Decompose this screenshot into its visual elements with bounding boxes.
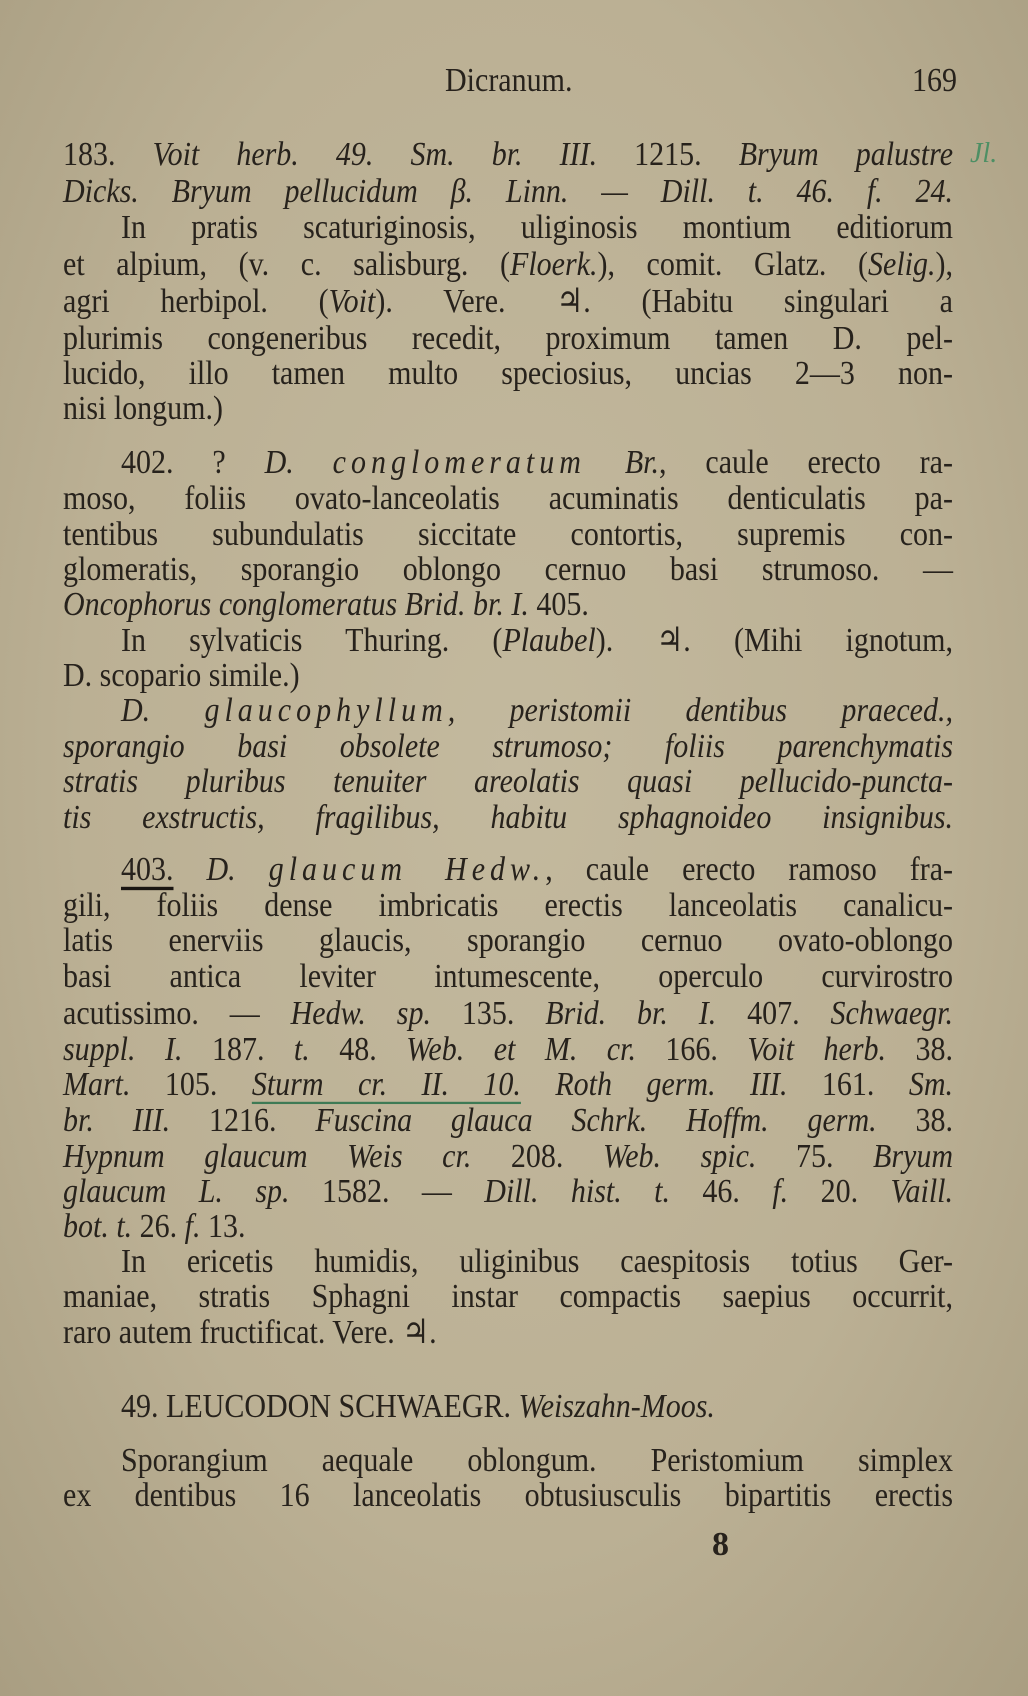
roman-text: 38. xyxy=(915,1101,953,1139)
roman-text: 1215. xyxy=(634,135,739,173)
roman-text: gili, foliis dense imbricatis erectis lanceolatis canalicu- xyxy=(63,886,953,924)
roman-text: ). Vere. ♃. (Habitu singulari a xyxy=(375,282,953,320)
italic-text: Bryum palustre xyxy=(738,135,954,173)
text-line xyxy=(63,1065,953,1105)
italic-text: t. xyxy=(293,1030,340,1068)
italic-text: Mart. xyxy=(63,1066,165,1104)
text-line xyxy=(63,1101,953,1141)
roman-text: 1216. xyxy=(209,1101,316,1139)
roman-text: basi antica leviter intumescente, operculo curvirostro xyxy=(63,957,953,995)
italic-text: glaucum L. sp. xyxy=(63,1173,322,1211)
text-line xyxy=(63,885,953,925)
roman-text: 161. xyxy=(821,1066,909,1104)
text-line xyxy=(63,798,953,838)
text-line xyxy=(63,389,953,429)
roman-text: plurimis congeneribus recedit, proximum tamen D. pel- xyxy=(63,319,953,357)
text-line xyxy=(121,443,953,483)
italic-text: Selig. xyxy=(868,246,936,283)
roman-text: nisi longum.) xyxy=(63,389,224,427)
italic-text: Web. spic. xyxy=(602,1137,796,1175)
roman-text: ), xyxy=(935,246,953,283)
italic-text: Roth germ. III. xyxy=(555,1066,822,1104)
roman-text: 26. xyxy=(139,1207,185,1245)
underlined-text: 403. xyxy=(121,850,174,888)
italic-text: D. xyxy=(206,850,269,888)
italic-text: Voit herb. 49. Sm. br. III. xyxy=(152,135,635,173)
roman-text: acutissimo. — xyxy=(63,994,291,1032)
italic-text: D. xyxy=(264,444,333,482)
roman-text: maniae, stratis Sphagni instar compactis saepius occurrit, xyxy=(63,1278,953,1316)
text-line xyxy=(63,282,953,322)
text-line xyxy=(63,318,953,358)
italic-text: Vaill. xyxy=(890,1173,954,1211)
italic-text: tis exstructis, fragilibus, habitu sphagnoideo insignibus. xyxy=(63,798,953,836)
roman-text: 166. xyxy=(665,1030,748,1068)
roman-text: 187. xyxy=(211,1030,294,1068)
genus-heading xyxy=(121,1386,953,1426)
italic-text: Web. et M. cr. xyxy=(406,1030,666,1068)
text-line xyxy=(63,1476,953,1516)
italic-text: sporangio basi obsolete strumoso; foliis parenchymatis xyxy=(63,727,953,765)
roman-text: 1582. — xyxy=(321,1173,485,1211)
roman-text: 183. xyxy=(63,135,153,173)
roman-text: glomeratis, sporangio oblongo cernuo basi strumoso. — xyxy=(63,551,953,589)
text-line xyxy=(121,1241,953,1281)
italic-text: Voit xyxy=(328,282,376,320)
roman-text: lucido, illo tamen multo speciosius, uncias 2—3 non- xyxy=(63,355,953,393)
roman-text: tentibus subundulatis siccitate contortis, supremis con- xyxy=(63,515,953,553)
roman-text: 49. LEUCODON SCHWAEGR. xyxy=(121,1387,519,1425)
text-line xyxy=(63,921,953,961)
text-line xyxy=(63,1136,953,1176)
italic-text: Oncophorus conglomeratus Brid. br. I. xyxy=(63,585,537,623)
roman-text: 38. xyxy=(915,1030,953,1068)
text-line xyxy=(63,135,953,175)
italic-text: Br. xyxy=(585,444,659,482)
text-line xyxy=(63,1029,953,1069)
roman-text: 402. ? xyxy=(121,444,265,482)
text-line xyxy=(63,1313,953,1353)
roman-text: In ericetis humidis, uliginibus caespitosis totius Ger- xyxy=(121,1242,953,1280)
roman-text: Sporangium aequale oblongum. Peristomium simplex xyxy=(121,1441,953,1479)
italic-text: Dicks. Bryum pellucidum β. Linn. — Dill. t. 46. f. 24. xyxy=(63,172,953,210)
roman-text: 75. xyxy=(795,1137,874,1175)
roman-text: 48. xyxy=(339,1030,407,1068)
roman-text: 405. xyxy=(536,585,589,623)
text-line xyxy=(63,762,953,802)
roman-text: raro autem fructificat. Vere. ♃. xyxy=(63,1313,437,1351)
italic-text: glaucum Hedw. xyxy=(268,850,546,888)
text-line xyxy=(63,479,953,519)
italic-text: Brid. br. I. xyxy=(545,994,748,1032)
italic-text: Sm. xyxy=(908,1066,954,1104)
text-line xyxy=(63,171,953,211)
roman-text: 13. xyxy=(208,1207,246,1245)
roman-text: et alpium, (v. c. salisburg. ( xyxy=(63,246,511,283)
roman-text: ). ♃. (Mihi ignotum, xyxy=(595,621,953,659)
text-line xyxy=(121,620,953,660)
roman-text: ), comit. Glatz. ( xyxy=(597,246,868,283)
italic-text: stratis pluribus tenuiter areolatis quasi pellucido-puncta- xyxy=(63,763,953,801)
signature-mark: 8 xyxy=(712,1526,729,1563)
text-line xyxy=(63,245,953,285)
roman-text: 46. xyxy=(702,1173,773,1211)
roman-text: In pratis scaturiginosis, uliginosis montium editiorum xyxy=(121,209,953,247)
roman-text: 407. xyxy=(747,994,831,1032)
roman-text xyxy=(174,851,207,888)
text-line xyxy=(63,726,953,766)
italic-text: Schwaegr. xyxy=(830,994,954,1032)
roman-text: , caule erecto ramoso fra- xyxy=(545,850,953,888)
italic-text: Voit herb. xyxy=(747,1030,916,1068)
roman-text: 135. xyxy=(461,994,546,1032)
roman-text: ex dentibus 16 lanceolatis obtusiusculis bipartitis erectis xyxy=(63,1477,953,1515)
text-line xyxy=(121,1441,953,1481)
text-line xyxy=(121,691,953,731)
italic-text: Bryum xyxy=(873,1137,954,1175)
italic-text: Fuscina glauca Schrk. Hoffm. germ. xyxy=(315,1101,916,1139)
roman-text: D. scopario simile.) xyxy=(63,657,300,695)
italic-text: Dill. hist. t. xyxy=(484,1173,703,1211)
italic-text: glaucophyllum xyxy=(204,691,448,729)
underlined-text: Sturm cr. II. 10. xyxy=(251,1066,521,1104)
italic-text: conglomeratum xyxy=(332,444,586,482)
text-line xyxy=(121,850,953,890)
text-line xyxy=(63,957,953,997)
italic-text: br. III. xyxy=(63,1101,210,1139)
roman-text: moso, foliis ovato-lanceolatis acuminatis denticulatis pa- xyxy=(63,479,953,517)
roman-text: 105. xyxy=(164,1066,252,1104)
text-line xyxy=(63,994,953,1034)
italic-text: bot. t. xyxy=(63,1207,140,1245)
italic-text: D. xyxy=(121,691,205,729)
text-line xyxy=(63,514,953,554)
italic-text: Plaubel xyxy=(502,621,596,659)
italic-text: f. xyxy=(184,1207,209,1245)
italic-text: f. xyxy=(772,1173,821,1211)
roman-text: agri herbipol. ( xyxy=(63,282,329,320)
roman-text: latis enerviis glaucis, sporangio cernuo ovato-oblongo xyxy=(63,922,953,960)
italic-text: Hypnum glaucum Weis cr. xyxy=(63,1137,511,1175)
roman-text: 208. xyxy=(510,1137,603,1175)
italic-text: , peristomii dentibus praeced., xyxy=(447,691,953,729)
page-number: 169 xyxy=(912,61,957,99)
text-line xyxy=(121,208,953,248)
roman-text: , caule erecto ra- xyxy=(659,444,953,482)
text-line xyxy=(63,585,953,625)
italic-text: Hedw. sp. xyxy=(290,994,462,1032)
roman-text xyxy=(521,1066,555,1103)
roman-text: In sylvaticis Thuring. ( xyxy=(121,621,503,659)
italic-text: Floerk. xyxy=(510,246,598,283)
running-title: Dicranum. xyxy=(445,61,573,99)
italic-text: suppl. I. xyxy=(63,1030,212,1068)
roman-text: 20. xyxy=(820,1173,891,1211)
handwritten-marginal-note: Jl. xyxy=(970,138,998,169)
text-line xyxy=(63,1277,953,1317)
italic-text: Weiszahn-Moos. xyxy=(518,1387,715,1425)
